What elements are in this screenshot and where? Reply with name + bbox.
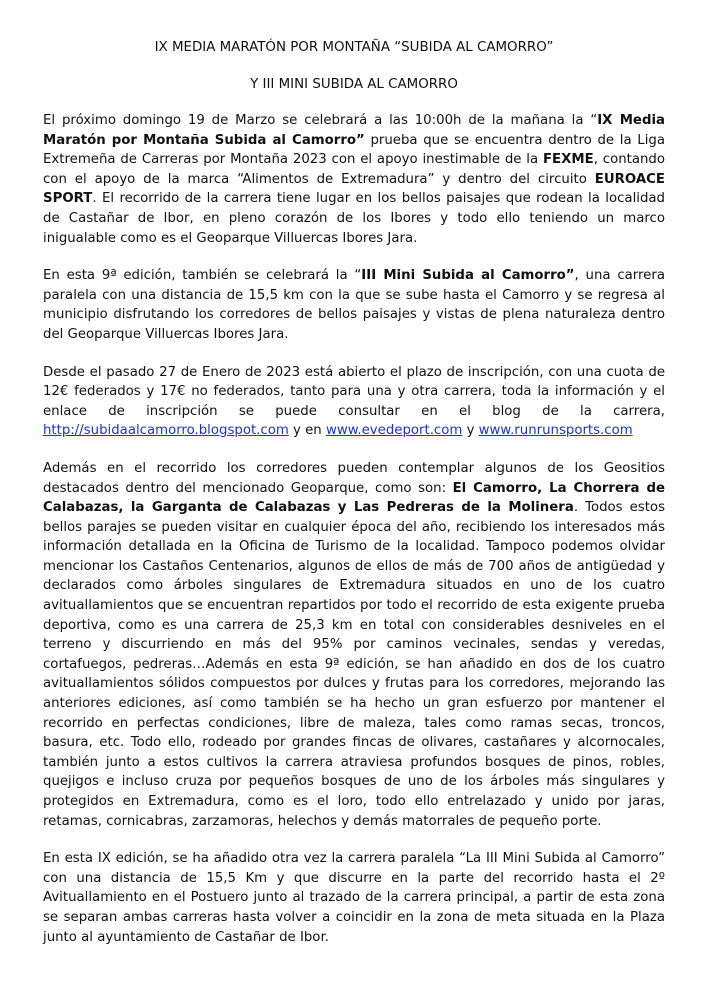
- page-subtitle: Y III MINI SUBIDA AL CAMORRO: [250, 77, 458, 92]
- paragraph-text: En esta IX edición, se ha añadido otra vez la carrera paralela “La III Mini Subida al Camorro” con una distancia de 15,5 Km y que discurre en la parte del recorrido hasta el 2º Avituallamiento en el Postuero junto al trazado de la carrera principal, a partir de esta zona se separan ambas carreras hasta volver a coincidir en la zona de meta situada en la Plaza junto al ayuntamiento de Castañar de Ibor.: [43, 851, 665, 945]
- paragraph-intro: [43, 111, 665, 248]
- paragraph-text: . Todos estos bellos parajes se pueden visitar en cualquier época del año, recibiendo los interesados más información detallada en la Oficina de Turismo de la localidad. Tampoco podemos olvidar mencionar los Castaños Centenarios, algunos de ellos de más de 700 años de antigüedad y declarados como árboles singulares de Extremadura situados en uno de los cuatro avituallamientos que se encuentran repartidos por todo el recorrido de esta exigente prueba deportiva, como es una carrera de 25,3 km en total con considerables desniveles en el terreno y discurriendo en más del 95% por caminos vecinales, sendas y veredas, cortafuegos, pedreras…Además en esta 9ª edición, se han añadido en dos de los cuatro avituallamientos sólidos compuestos por dulces y frutas para los corredores, mejorando las anteriores ediciones, así como también se ha hecho un gran esfuerzo por mantener el recorrido en perfectas condiciones, libre de maleza, tales como ramas secas, troncos, basura, etc. Todo ello, rodeado por grandes fincas de olivares, castañares y alcornocales, también junto a estos cultivos la carrera atraviesa profundos bosques de pinos, robles, quejigos e incluso cruza por pequeños bosques de uno de los árboles más singulares y protegidos en Extremadura, como es el loro, todo ello entrelazado y unido por jaras, retamas, cornicabras, zarzamoras, helechos y demás matorrales de pequeño porte.: [43, 500, 665, 829]
- paragraph-text: y en: [288, 423, 326, 439]
- geosites-bold: El Camorro, La Chorrera de Calabazas, la Garganta de Calabazas y Las Pedreras de la Molinera: [43, 480, 665, 516]
- blog-link[interactable]: http://subidaalcamorro.blogspot.com: [43, 423, 289, 439]
- fexme-bold: FEXME: [542, 152, 594, 168]
- paragraph-text: Desde el pasado 27 de Enero de 2023 está abierto el plazo de inscripción, con una cuota de 12€ federados y 17€ no federados, tanto para una y otra carrera, toda la información y el enlace de inscripción se puede consultar en el blog de la carrera,: [43, 364, 665, 419]
- paragraph-text: y: [462, 423, 479, 439]
- paragraph-text: Además en el recorrido los corredores pueden contemplar algunos de los Geositios destacados dentro del mencionado Geoparque, como son:: [43, 460, 665, 496]
- page-title: IX MEDIA MARATÓN POR MONTAÑA “SUBIDA AL CAMORRO”: [154, 40, 554, 55]
- evedeport-link[interactable]: www.evedeport.com: [325, 423, 463, 439]
- paragraph-text: , contando con el apoyo de la marca “Alimentos de Extremadura” y dentro del circuito: [43, 152, 665, 187]
- document-page: [43, 36, 665, 947]
- paragraph-geosites: [43, 459, 665, 831]
- paragraph-text: prueba que se encuentra dentro de la Liga Extremeña de Carreras por Montaña 2023 con el apoyo inestimable de la: [43, 132, 665, 168]
- mini-race-name-bold: III Mini Subida al Camorro”: [361, 268, 575, 284]
- paragraph-ninth-edition: [43, 849, 665, 947]
- paragraph-text: , una carrera paralela con una distancia de 15,5 km con la que se sube hasta el Camorro y se regresa al municipio disfrutando los corredores de bellos paisajes y vistas de plena naturaleza dentro del Geoparque Villuercas Ibores Jara.: [43, 268, 665, 342]
- paragraph-text: . El recorrido de la carrera tiene lugar en los bellos paisajes que rodean la localidad de Castañar de Ibor, en pleno corazón de los Ibores y todo ello teniendo un marco inigualable como es el Geoparque Villuercas Ibores Jara.: [43, 191, 665, 246]
- euroace-bold: EUROACE SPORT: [43, 171, 665, 207]
- race-name-bold: IX Media Maratón por Montaña Subida al Camorro”: [43, 113, 665, 148]
- paragraph-registration: [43, 363, 665, 441]
- paragraph-mini-race: [43, 266, 665, 344]
- runrunsports-link[interactable]: www.runrunsports.com: [478, 423, 633, 439]
- paragraph-text: El próximo domingo 19 de Marzo se celebrará a las 10:00h de la mañana la “: [43, 113, 598, 128]
- paragraph-text: En esta 9ª edición, también se celebrará la “: [43, 268, 362, 284]
